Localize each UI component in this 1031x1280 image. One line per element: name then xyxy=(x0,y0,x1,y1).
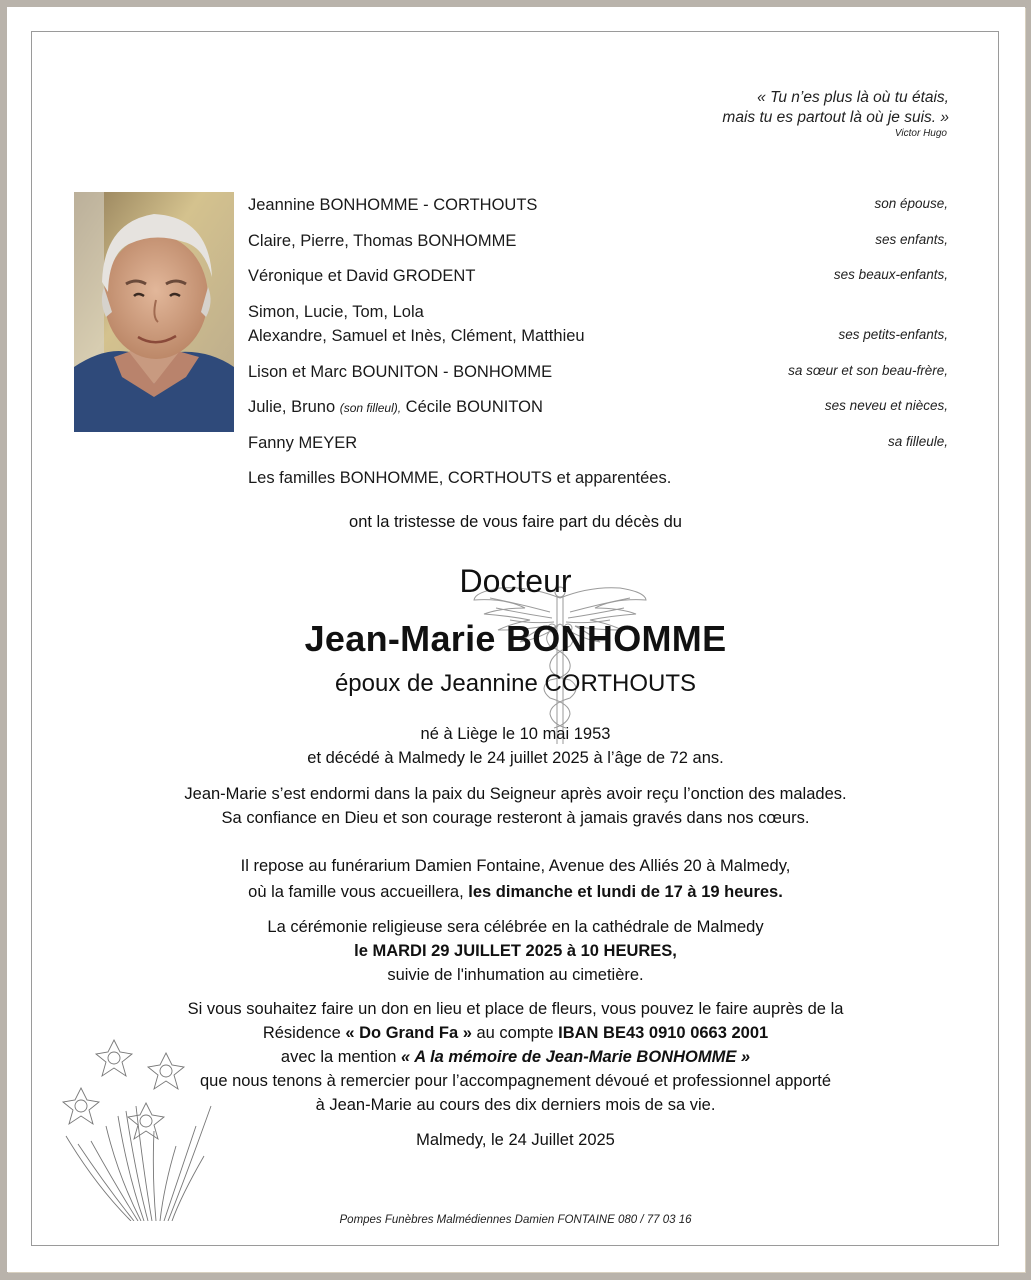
family-names: Lison et Marc BOUNITON - BONHOMME xyxy=(248,362,553,381)
iban-number: IBAN BE43 0910 0663 2001 xyxy=(558,1024,769,1042)
visiting-text: où la famille vous accueillera, xyxy=(248,883,469,901)
family-role: ses beaux-enfants, xyxy=(833,267,948,282)
family-row xyxy=(248,300,948,360)
family-names: Claire, Pierre, Thomas BONHOMME xyxy=(248,231,517,250)
donation-text: Résidence xyxy=(262,1024,346,1042)
godson-note: (son filleul), xyxy=(339,401,402,415)
deceased-name: Jean-Marie BONHOMME xyxy=(304,618,727,659)
family-row xyxy=(248,193,948,229)
ceremony-line-3: suivie de l'inhumation au cimetière. xyxy=(387,966,644,984)
family-role: ses enfants, xyxy=(875,231,948,247)
quote-line-1: « Tu n’es plus là où tu étais, xyxy=(757,89,949,106)
funeral-director-footer: Pompes Funèbres Malmédiennes Damien FONTAINE 080 / 77 03 16 xyxy=(339,1214,692,1226)
family-names: Les familles BONHOMME, CORTHOUTS et apparentées. xyxy=(248,469,672,487)
donation-line-5: à Jean-Marie au cours des dix derniers mois de sa vie. xyxy=(315,1096,716,1114)
faith-line-2: Sa confiance en Dieu et son courage resteront à jamais gravés dans nos cœurs. xyxy=(221,809,810,827)
family-names: Jeannine BONHOMME - CORTHOUTS xyxy=(248,196,538,214)
ceremony-datetime: le MARDI 29 JUILLET 2025 à 10 HEURES, xyxy=(354,942,677,960)
family-role: ses petits-enfants, xyxy=(838,326,948,342)
family-names-line-1: Simon, Lucie, Tom, Lola xyxy=(248,302,424,321)
family-row xyxy=(248,466,948,502)
family-row xyxy=(248,360,948,396)
family-names: Fanny MEYER xyxy=(248,433,358,452)
family-role: son épouse, xyxy=(874,196,948,211)
portrait-image xyxy=(74,192,234,432)
deceased-spouse: époux de Jeannine CORTHOUTS xyxy=(334,670,697,697)
birth-death-info xyxy=(0,722,1031,770)
ceremony-date xyxy=(0,939,1031,963)
family-names: Véronique et David GRODENT xyxy=(248,267,476,285)
death-line: et décédé à Malmedy le 24 juillet 2025 à l’âge de 72 ans. xyxy=(307,749,724,767)
family-names xyxy=(248,398,543,416)
portrait-photo xyxy=(74,192,234,432)
family-list xyxy=(248,193,948,502)
quote-line-2: mais tu es partout là où je suis. » xyxy=(722,109,949,126)
family-row xyxy=(248,229,948,265)
residence-name: « Do Grand Fa » xyxy=(345,1024,472,1042)
announcement-intro: ont la tristesse de vous faire part du décès du xyxy=(349,513,682,531)
donation-text: au compte xyxy=(471,1024,559,1042)
donation-mention: « A la mémoire de Jean-Marie BONHOMME » xyxy=(401,1048,751,1066)
donation-line-1: Si vous souhaitez faire un don en lieu et place de fleurs, vous pouvez le faire auprès de la xyxy=(187,1000,844,1018)
paragraph-faith xyxy=(0,782,1031,830)
funeral-home-line-2 xyxy=(0,879,1031,905)
paragraph-ceremony xyxy=(0,915,1031,987)
deceased-title: Docteur xyxy=(459,563,572,599)
place-and-date: Malmedy, le 24 Juillet 2025 xyxy=(416,1131,615,1149)
donation-line-4: que nous tenons à remercier pour l’accompagnement dévoué et professionnel apporté xyxy=(199,1072,832,1090)
epigraph-quote xyxy=(722,88,949,140)
donation-text: avec la mention xyxy=(280,1048,402,1066)
family-role: sa sœur et son beau-frère, xyxy=(788,362,948,378)
faith-line-1: Jean-Marie s’est endormi dans la paix du Seigneur après avoir reçu l’onction des malades. xyxy=(184,785,847,803)
family-row xyxy=(248,264,948,300)
paragraph-funeral-home xyxy=(0,853,1031,905)
daffodil-illustration-icon xyxy=(56,1036,216,1221)
family-role: ses neveu et nièces, xyxy=(824,398,948,413)
family-row xyxy=(248,395,948,431)
ceremony-line-1: La cérémonie religieuse sera célébrée en la cathédrale de Malmedy xyxy=(267,918,764,936)
birth-line: né à Liège le 10 mai 1953 xyxy=(420,725,611,743)
family-names-a: Julie, Bruno xyxy=(248,398,340,416)
family-role: sa filleule, xyxy=(887,433,948,449)
visiting-hours: les dimanche et lundi de 17 à 19 heures. xyxy=(468,883,783,901)
funeral-home-line-1: Il repose au funérarium Damien Fontaine, Avenue des Alliés 20 à Malmedy, xyxy=(240,857,791,875)
quote-author: Victor Hugo xyxy=(894,128,947,139)
family-row xyxy=(248,431,948,467)
family-names-b: Cécile BOUNITON xyxy=(401,398,543,416)
family-names-line-2: Alexandre, Samuel et Inès, Clément, Matthieu xyxy=(248,326,585,345)
